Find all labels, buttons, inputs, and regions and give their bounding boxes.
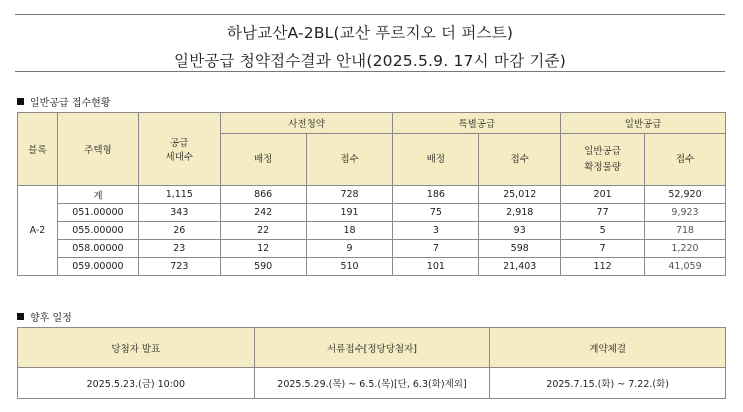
cell-sp-recv: 2,918 [479, 204, 561, 222]
cell-type: 051.00000 [57, 204, 138, 222]
bullet-square-icon [17, 98, 24, 105]
table-row-total [18, 186, 726, 204]
application-status-table [17, 112, 726, 276]
cell-sp-recv: 93 [479, 222, 561, 240]
section-label: 일반공급 접수현황 [30, 98, 111, 109]
cell-units: 23 [138, 240, 220, 258]
bullet-square-icon [17, 313, 24, 320]
cell-pre-recv: 9 [306, 240, 393, 258]
cell-total-gen-conf: 201 [561, 186, 645, 204]
header-winner-announcement: 당첨자 발표 [18, 328, 255, 368]
cell-total-sp-recv: 25,012 [479, 186, 561, 204]
section-header-applications [17, 94, 110, 109]
page-subtitle: 일반공급 청약접수결과 안내(2025.5.9. 17시 마감 기준) [174, 52, 566, 70]
cell-pre-alloc: 12 [220, 240, 306, 258]
header-supply-units: 공급 세대수 [138, 113, 220, 186]
header-general-received: 접수 [645, 134, 726, 186]
header-general-supply: 일반공급 [561, 113, 726, 134]
header-contract: 계약체결 [490, 328, 726, 368]
section-label: 향후 일정 [30, 313, 72, 324]
cell-gen-recv: 41,059 [645, 258, 726, 276]
cell-units: 343 [138, 204, 220, 222]
table-row [18, 368, 726, 399]
table-row [18, 240, 726, 258]
cell-announcement-date: 2025.5.23.(금) 10:00 [18, 368, 255, 399]
header-document-submission: 서류접수[정당당첨자] [254, 328, 490, 368]
header-pre-received: 접수 [306, 134, 393, 186]
header-block: 블록 [18, 113, 58, 186]
header-pre-subscription: 사전청약 [220, 113, 393, 134]
cell-gen-conf: 112 [561, 258, 645, 276]
cell-document-dates: 2025.5.29.(목) ~ 6.5.(목)[단, 6.3(화)제외] [254, 368, 490, 399]
cell-gen-conf: 77 [561, 204, 645, 222]
cell-type: 058.00000 [57, 240, 138, 258]
cell-gen-recv: 9,923 [645, 204, 726, 222]
header-housing-type: 주택형 [57, 113, 138, 186]
section-header-schedule [17, 309, 72, 324]
cell-sp-recv: 598 [479, 240, 561, 258]
cell-total-units: 1,115 [138, 186, 220, 204]
cell-pre-alloc: 22 [220, 222, 306, 240]
table-row [18, 222, 726, 240]
cell-total-gen-recv: 52,920 [645, 186, 726, 204]
page-title-box [15, 14, 725, 72]
header-general-confirmed: 일반공급 확정물량 [561, 134, 645, 186]
cell-sp-recv: 21,403 [479, 258, 561, 276]
header-special-received: 접수 [479, 134, 561, 186]
schedule-table [17, 327, 726, 399]
cell-total-sp-alloc: 186 [393, 186, 479, 204]
cell-gen-recv: 718 [645, 222, 726, 240]
cell-sp-alloc: 75 [393, 204, 479, 222]
header-special-supply: 특별공급 [393, 113, 561, 134]
cell-gen-recv: 1,220 [645, 240, 726, 258]
table-row [18, 204, 726, 222]
cell-pre-recv: 191 [306, 204, 393, 222]
table-row [18, 258, 726, 276]
cell-units: 723 [138, 258, 220, 276]
cell-sp-alloc: 101 [393, 258, 479, 276]
cell-type: 059.00000 [57, 258, 138, 276]
cell-pre-recv: 510 [306, 258, 393, 276]
page-title: 하남교산A-2BL(교산 푸르지오 더 퍼스트) [226, 24, 514, 42]
cell-pre-recv: 18 [306, 222, 393, 240]
header-pre-allocation: 배정 [220, 134, 306, 186]
cell-total-pre-alloc: 866 [220, 186, 306, 204]
cell-total-label: 계 [57, 186, 138, 204]
cell-contract-dates: 2025.7.15.(화) ~ 7.22.(화) [490, 368, 726, 399]
block-cell: A-2 [18, 186, 58, 276]
cell-units: 26 [138, 222, 220, 240]
header-special-allocation: 배정 [393, 134, 479, 186]
cell-gen-conf: 5 [561, 222, 645, 240]
cell-total-pre-recv: 728 [306, 186, 393, 204]
cell-gen-conf: 7 [561, 240, 645, 258]
cell-type: 055.00000 [57, 222, 138, 240]
cell-sp-alloc: 7 [393, 240, 479, 258]
cell-pre-alloc: 242 [220, 204, 306, 222]
cell-pre-alloc: 590 [220, 258, 306, 276]
cell-sp-alloc: 3 [393, 222, 479, 240]
